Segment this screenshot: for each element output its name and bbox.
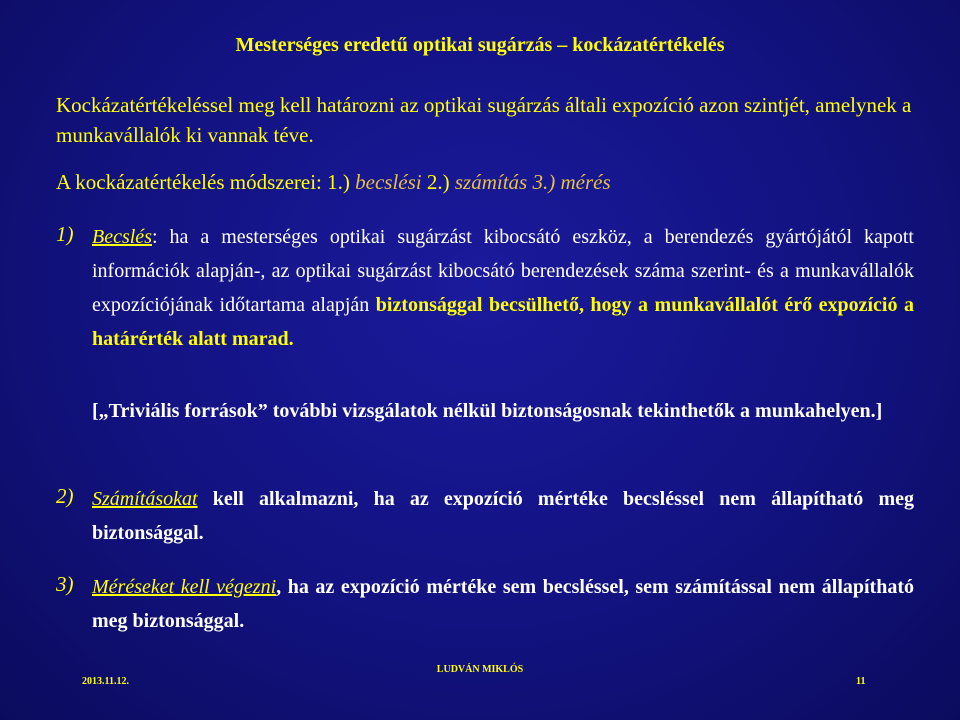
methods-line xyxy=(56,170,916,195)
item-3-keyword: Méréseket kell végezni xyxy=(92,576,277,598)
item-3-text xyxy=(92,570,914,638)
trivial-sources-note: [„Triviális források” további vizsgálatok nélkül biztonságosnak tekinthetők a munkahelyen.] xyxy=(92,400,883,422)
method-2-name: számítás xyxy=(454,170,528,194)
intro-paragraph: Kockázatértékeléssel meg kell határozni az optikai sugárzás általi expozíció azon szintjét, amelynek a munkavállalók ki vannak téve. xyxy=(56,93,912,147)
item-1-body: : ha a mesterséges optikai sugárzást kibocsátó eszköz, a berendezés gyártójától kapott információk alapján-, az optikai sugárzást kibocsátó berendezések száma szerint- és a munkavállalók expozíciójának időtartama alapján xyxy=(92,226,914,316)
item-2-body: kell alkalmazni, ha az expozíció mértéke becsléssel nem állapítható meg biztonsággal. xyxy=(92,488,914,544)
slide-title: Mesterséges eredetű optikai sugárzás – kockázatértékelés xyxy=(235,34,725,56)
item-2-number: 2) xyxy=(56,484,74,508)
item-2-keyword: Számításokat xyxy=(92,488,198,510)
methods-label: A kockázatértékelés módszerei: xyxy=(56,170,328,194)
item-2-text xyxy=(92,482,914,550)
footer-date: 2013.11.12. xyxy=(82,676,129,687)
method-1-number: 1.) xyxy=(327,170,350,194)
footer-author: LUDVÁN MIKLÓS xyxy=(436,664,524,675)
item-3-number: 3) xyxy=(56,572,74,596)
method-2-number: 2.) xyxy=(426,170,450,194)
item-1-keyword: Becslés xyxy=(92,226,152,248)
method-3-number: 3.) xyxy=(532,170,556,194)
item-3-body: , ha az expozíció mértéke sem becsléssel, sem számítással nem állapítható meg biztonsággal. xyxy=(92,576,914,632)
method-3-name: mérés xyxy=(560,170,611,194)
method-1-name: becslési xyxy=(355,170,422,194)
item-1-highlight: biztonsággal becsülhető, hogy a munkavállalót érő expozíció a határérték alatt marad. xyxy=(92,294,914,350)
footer-page-number: 11 xyxy=(856,676,866,687)
item-1-text xyxy=(92,220,914,356)
item-1-number: 1) xyxy=(56,222,74,246)
